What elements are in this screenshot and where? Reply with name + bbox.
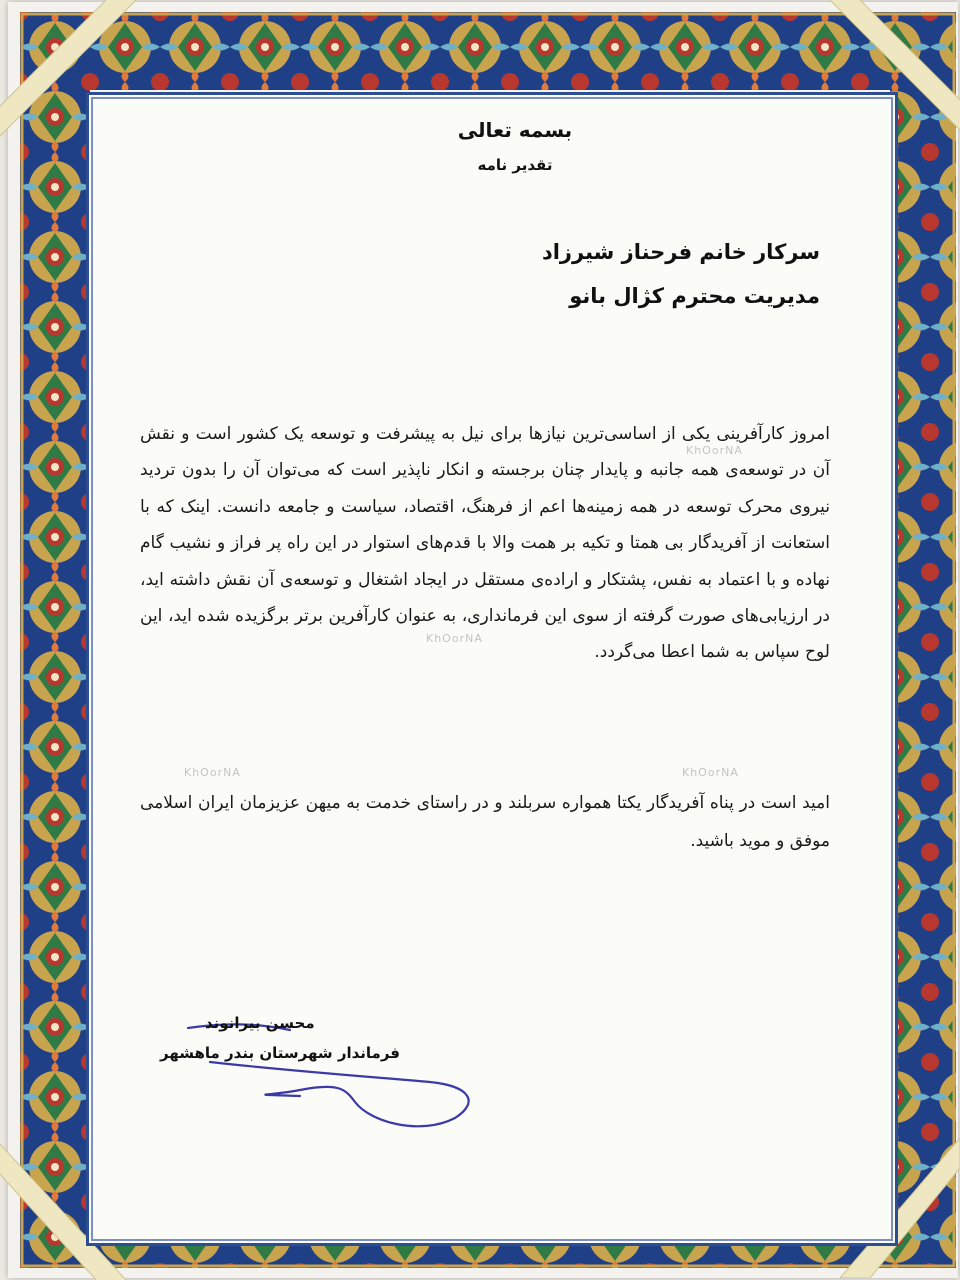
- document-title: تقدیر نامه: [477, 156, 553, 174]
- signer-name: محسن بیرانوند: [205, 1014, 315, 1032]
- signer-title: فرماندار شهرستان بندر ماهشهر: [160, 1044, 400, 1062]
- watermark: KhOorNA: [184, 766, 241, 779]
- recipient-name: سرکار خانم فرحناز شیرزاد: [541, 240, 820, 264]
- header-bismillah: بسمه تعالی: [457, 118, 573, 142]
- watermark: KhOorNA: [426, 632, 483, 645]
- recipient-position: مدیریت محترم کژال بانو: [569, 284, 820, 308]
- body-paragraph: امروز کارآفرینی یکی از اساسی‌ترین نیازها برای نیل به پیشرفت و توسعه یک کشور است و نقش آن در توسعه‌ی همه جانبه و پایدار چنان برجسته و انکار ناپذیر است که می‌توان آن را بدون تردید نیروی محرک توسعه در همه زمینه‌ها اعم از فرهنگ، اقتصاد، سیاست و جامعه دانست. اینک که با استعانت از آفریدگار بی همتا و تکیه بر همت والا با قدم‌های استوار در این راه پر فراز و نشیب گام نهاده و با اعتماد به نفس، پشتکار و اراده‌ی مستقل در ایجاد اشتغال و توسعه‌ی آن نقش داشته اید، در ارزیابی‌های صورت گرفته از سوی این فرمانداری، به عنوان کارآفرین برتر برگزیده شده اید، این لوح سپاس به شما اعطا می‌گردد.: [140, 424, 830, 663]
- watermark: KhOorNA: [682, 766, 739, 779]
- closing-paragraph: امید است در پناه آفریدگار یکتا همواره سربلند و در راستای خدمت به میهن عزیزمان ایران اسلامی موفق و موید باشید.: [140, 793, 830, 851]
- watermark: KhOorNA: [686, 444, 743, 457]
